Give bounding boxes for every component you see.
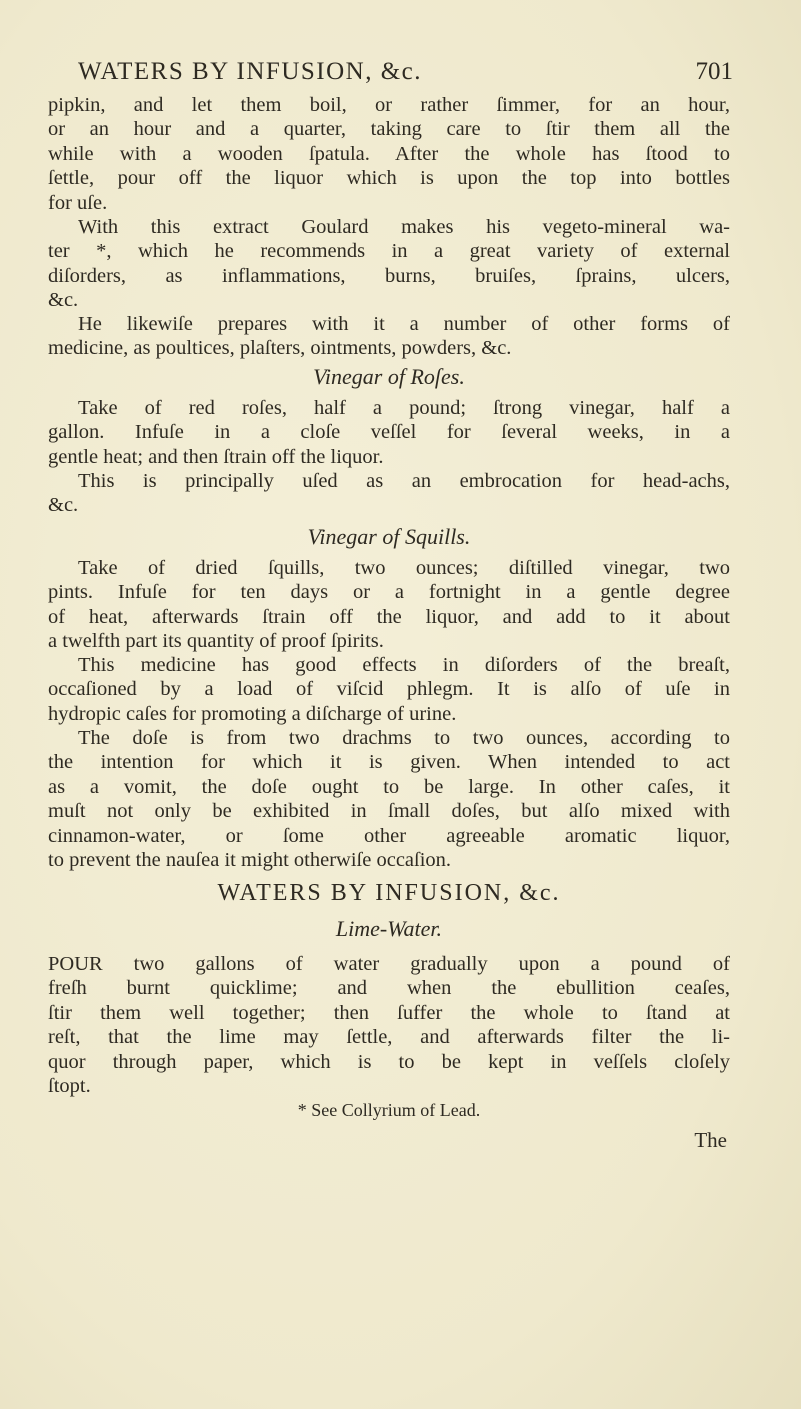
heading-vinegar-of-squills: Vinegar of Squills. — [307, 524, 471, 549]
text-line: ſtir them well together; then ſuffer the whole to ſtand at — [48, 1001, 730, 1024]
paragraph-p5 — [48, 469, 730, 518]
text-line: of heat, afterwards ſtrain off the liquor, and add to it about — [48, 605, 730, 628]
text-line: With this extract Goulard makes his vegeto-mineral wa- — [78, 216, 730, 238]
running-title: WATERS BY INFUSION, &c. — [78, 58, 422, 85]
text-line: ſettle, pour off the liquor which is upon the top into bottles — [48, 167, 730, 190]
paragraph-p9 — [48, 952, 730, 1098]
heading-lime-water: Lime-Water. — [335, 916, 443, 941]
text-line: pints. Infuſe for ten days or a fortnight in a gentle degree — [48, 581, 730, 604]
text-line: muſt not only be exhibited in ſmall doſes, but alſo mixed with — [48, 800, 730, 823]
text-line: medicine, as poultices, plaſters, ointments, powders, &c. — [48, 337, 512, 360]
text-line: This is principally uſed as an embrocation for head-achs, — [78, 470, 730, 492]
text-line: Take of dried ſquills, two ounces; diſtilled vinegar, two — [78, 557, 730, 579]
text-line: He likewiſe prepares with it a number of other forms of — [78, 313, 730, 335]
footnote: * See Collyrium of Lead. — [297, 1100, 481, 1120]
text-line: The doſe is from two drachms to two ounces, according to — [78, 727, 730, 749]
text-line: reſt, that the lime may ſettle, and afterwards filter the li- — [48, 1026, 730, 1049]
text-line: as a vomit, the doſe ought to be large. In other caſes, it — [48, 775, 730, 798]
paragraph-p6 — [48, 556, 730, 654]
paragraph-p3 — [48, 312, 730, 361]
text-line: to prevent the nauſea it might otherwiſe occaſion. — [48, 848, 452, 871]
text-line: a twelfth part its quantity of proof ſpirits. — [48, 630, 384, 653]
text-line: &c. — [48, 494, 79, 517]
text-line: while with a wooden ſpatula. After the whole has ſtood to — [48, 142, 730, 165]
running-header — [78, 58, 733, 92]
text-line: quor through paper, which is to be kept in veſſels cloſely — [48, 1050, 730, 1073]
text-line: This medicine has good effects in diſorders of the breaſt, — [78, 654, 730, 676]
text-line: for uſe. — [48, 191, 108, 214]
text-line: cinnamon-water, or ſome other agreeable aromatic liquor, — [48, 824, 730, 847]
text-line: or an hour and a quarter, taking care to ſtir them all the — [48, 118, 730, 141]
catchword: The — [694, 1128, 727, 1152]
text-line: hydropic caſes for promoting a diſcharge of urine. — [48, 702, 457, 725]
text-line: occaſioned by a load of viſcid phlegm. It is alſo of uſe in — [48, 678, 730, 701]
page-number: 701 — [695, 58, 733, 85]
text-line: diſorders, as inflammations, burns, bruiſes, ſprains, ulcers, — [48, 264, 730, 287]
text-line: POUR two gallons of water gradually upon a pound of — [48, 953, 730, 975]
section-title: WATERS BY INFUSION, &c. — [217, 880, 561, 906]
paragraph-p7 — [48, 653, 730, 726]
heading-vinegar-of-roses: Vinegar of Roſes. — [313, 364, 465, 389]
paragraph-p4 — [48, 396, 730, 469]
text-line: freſh burnt quicklime; and when the ebullition ceaſes, — [48, 977, 730, 1000]
text-line: ſtopt. — [48, 1074, 91, 1097]
paragraph-p2 — [48, 215, 730, 313]
text-line: pipkin, and let them boil, or rather ſimmer, for an hour, — [48, 94, 730, 116]
text-line: gallon. Infuſe in a cloſe veſſel for ſeveral weeks, in a — [48, 421, 730, 444]
text-line: Take of red roſes, half a pound; ſtrong vinegar, half a — [78, 397, 730, 419]
text-line: gentle heat; and then ſtrain off the liquor. — [48, 445, 384, 468]
paragraph-p8 — [48, 726, 730, 872]
text-line: ter *, which he recommends in a great variety of external — [48, 240, 730, 263]
text-line: the intention for which it is given. When intended to act — [48, 751, 730, 774]
paragraph-p1 — [48, 93, 730, 215]
text-line: &c. — [48, 289, 79, 312]
